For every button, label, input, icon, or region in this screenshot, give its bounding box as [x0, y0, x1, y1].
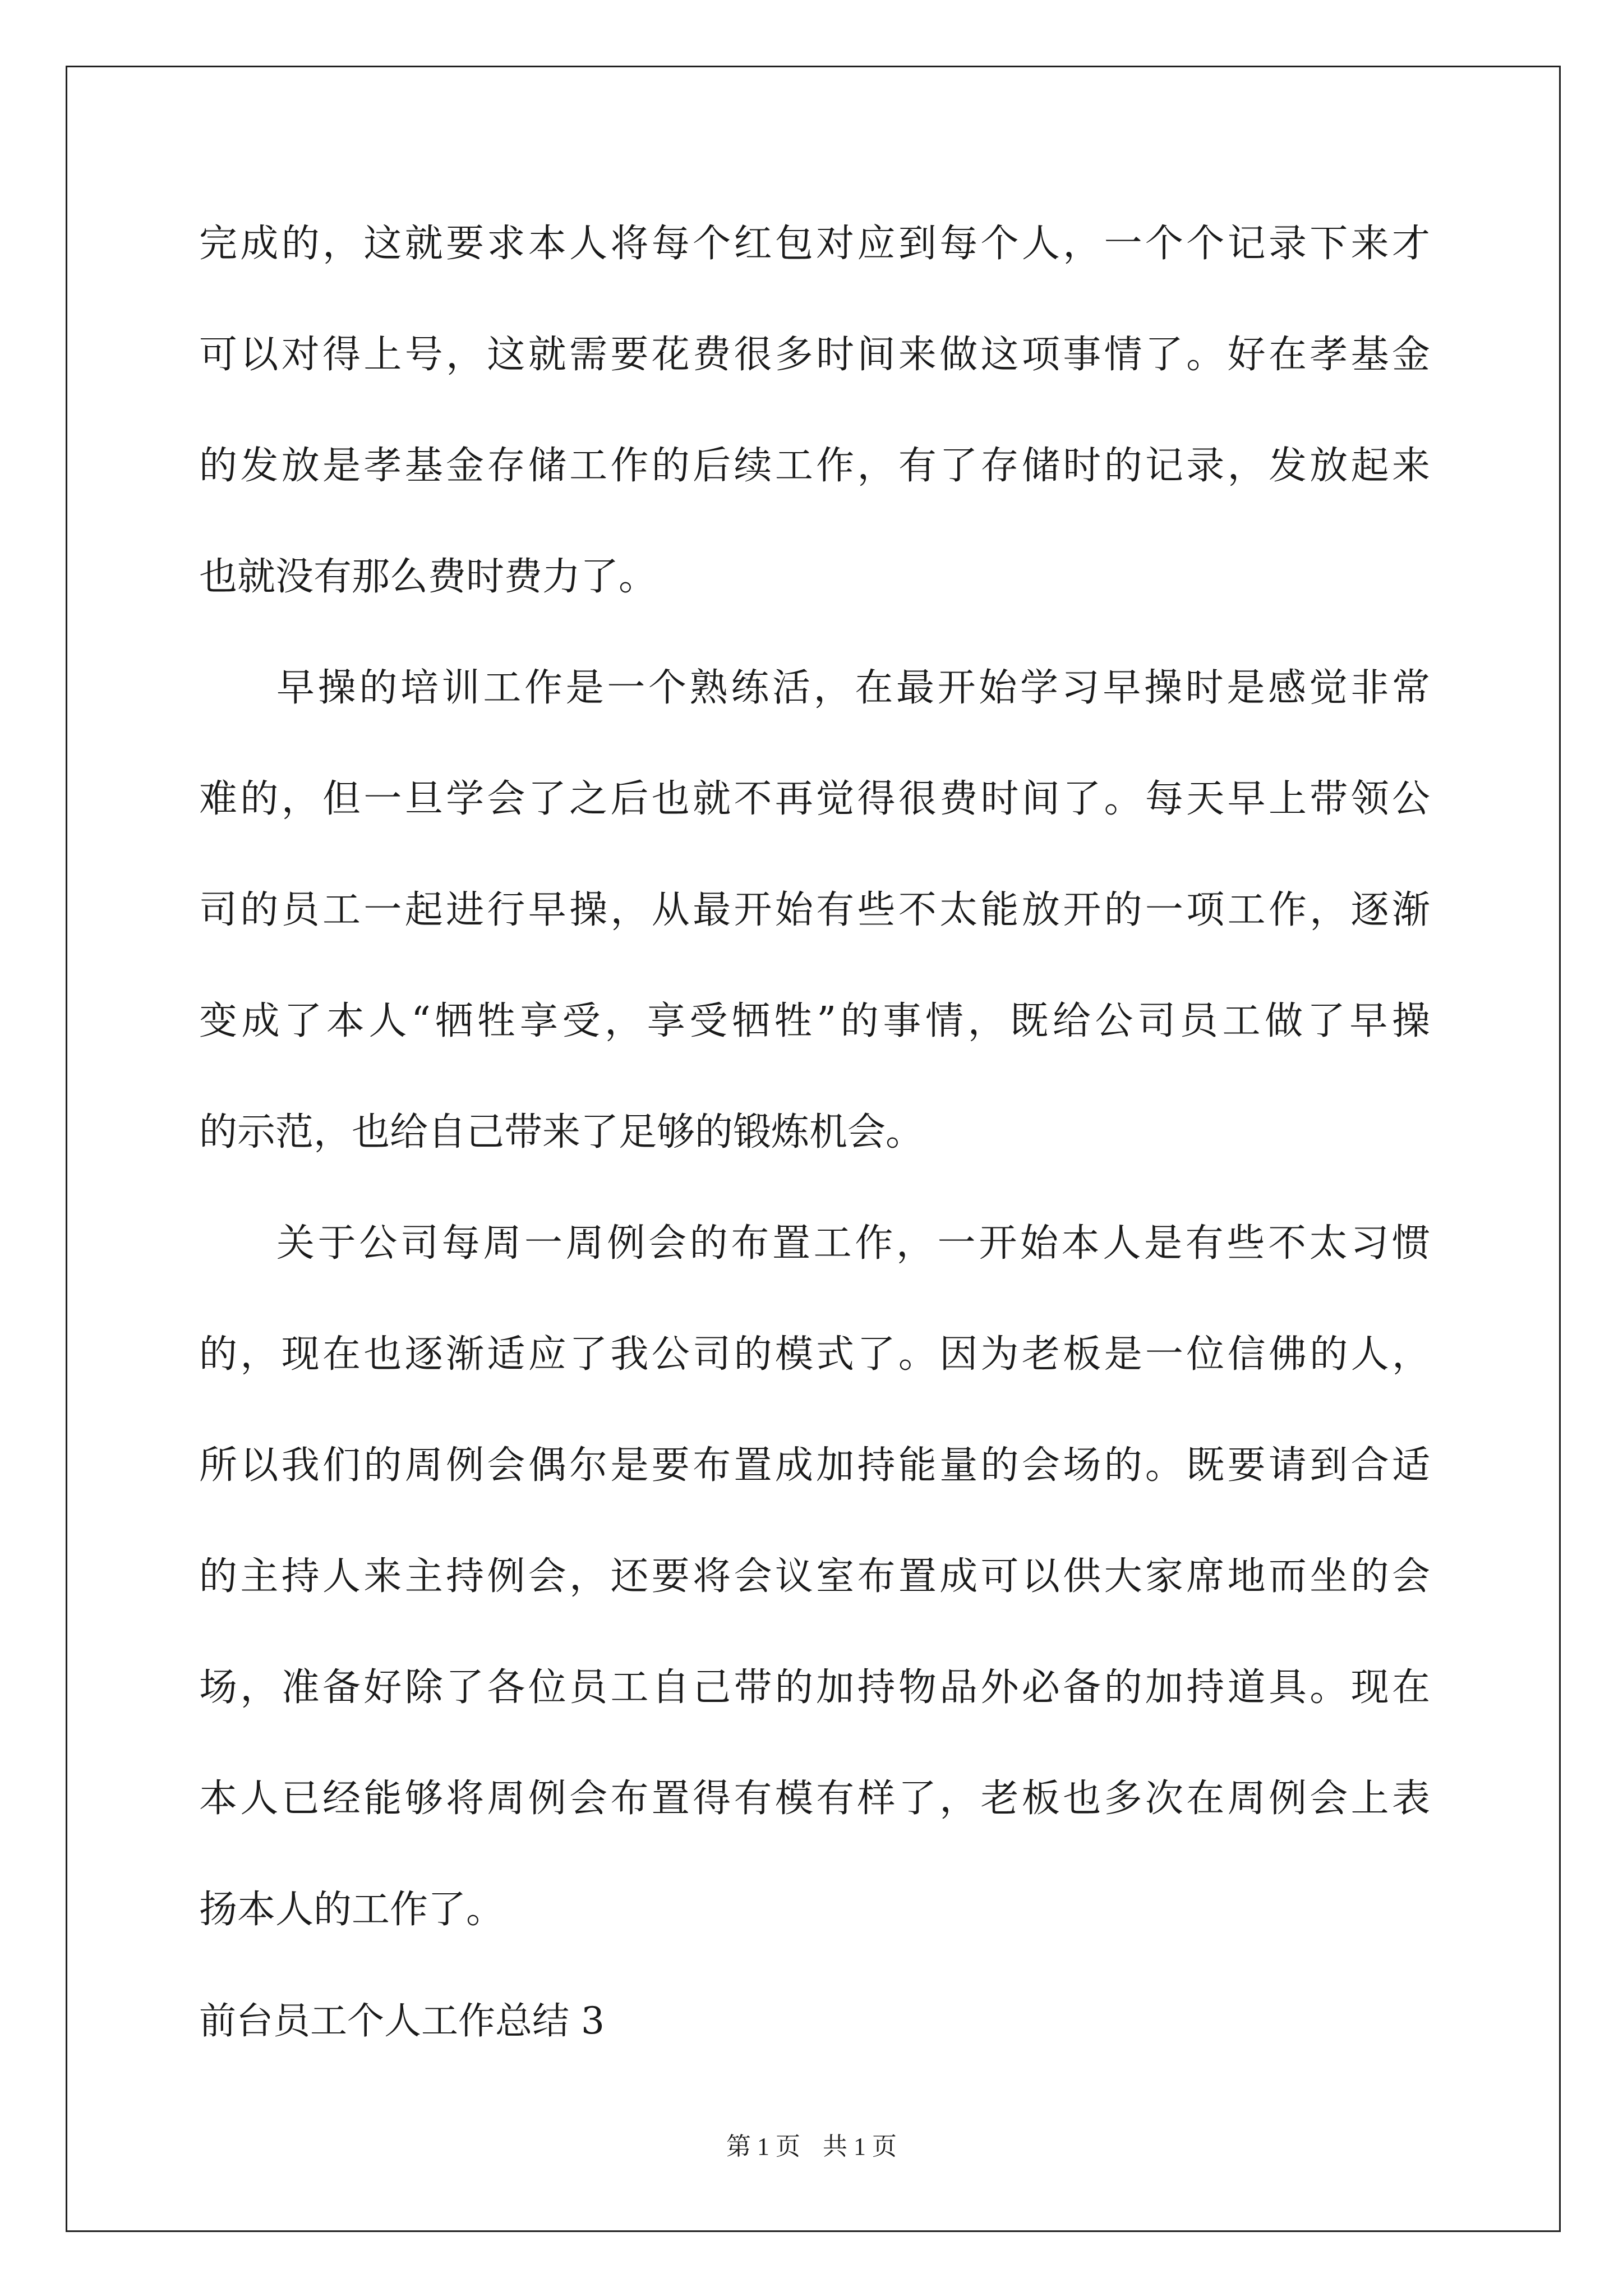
paragraph-line: 关于公司每周一周例会的布置工作，一开始本人是有些不太习惯	[276, 1221, 1430, 1266]
paragraph-3	[199, 1213, 1430, 1990]
paragraph-2	[199, 657, 1430, 1213]
paragraph-line: 的主持人来主持例会，还要将会议室布置成可以供大家席地而坐的会	[199, 1554, 1430, 1599]
paragraph-1	[199, 213, 1430, 657]
page-footer	[0, 2126, 1623, 2162]
paragraph-line: 完成的，这就要求本人将每个红包对应到每个人，一个个记录下来才	[199, 222, 1430, 266]
document-body	[199, 213, 1430, 2101]
paragraph-line: 的示范，也给自己带来了足够的锻炼机会。	[199, 1110, 924, 1154]
paragraph-line: 本人已经能够将周例会布置得有模有样了，老板也多次在周例会上表	[199, 1777, 1430, 1821]
paragraph-line: 早操的培训工作是一个熟练活，在最开始学习早操时是感觉非常	[276, 666, 1430, 710]
paragraph-line: 司的员工一起进行早操，从最开始有些不太能放开的一项工作，逐渐	[199, 888, 1430, 932]
paragraph-line: 扬本人的工作了。	[199, 1888, 505, 1932]
paragraph-line: 难的，但一旦学会了之后也就不再觉得很费时间了。每天早上带领公	[199, 777, 1430, 821]
paragraph-line: 场，准备好除了各位员工自己带的加持物品外必备的加持道具。现在	[199, 1665, 1430, 1710]
page-current-label: 第 1 页	[726, 2133, 800, 2160]
paragraph-line: 的，现在也逐渐适应了我公司的模式了。因为老板是一位信佛的人，	[199, 1332, 1430, 1377]
paragraph-line: 可以对得上号，这就需要花费很多时间来做这项事情了。好在孝基金	[199, 333, 1430, 377]
paragraph-line: 也就没有那么费时费力了。	[199, 555, 657, 599]
section-heading: 前台员工个人工作总结 3	[199, 1999, 605, 2042]
paragraph-line: 所以我们的周例会偶尔是要布置成加持能量的会场的。既要请到合适	[199, 1443, 1430, 1488]
paragraph-line: 变成了本人“牺牲享受，享受牺牲”的事情，既给公司员工做了早操	[199, 999, 1430, 1043]
page-total-label: 共 1 页	[823, 2133, 897, 2160]
paragraph-line: 的发放是孝基金存储工作的后续工作，有了存储时的记录，发放起来	[199, 444, 1430, 488]
